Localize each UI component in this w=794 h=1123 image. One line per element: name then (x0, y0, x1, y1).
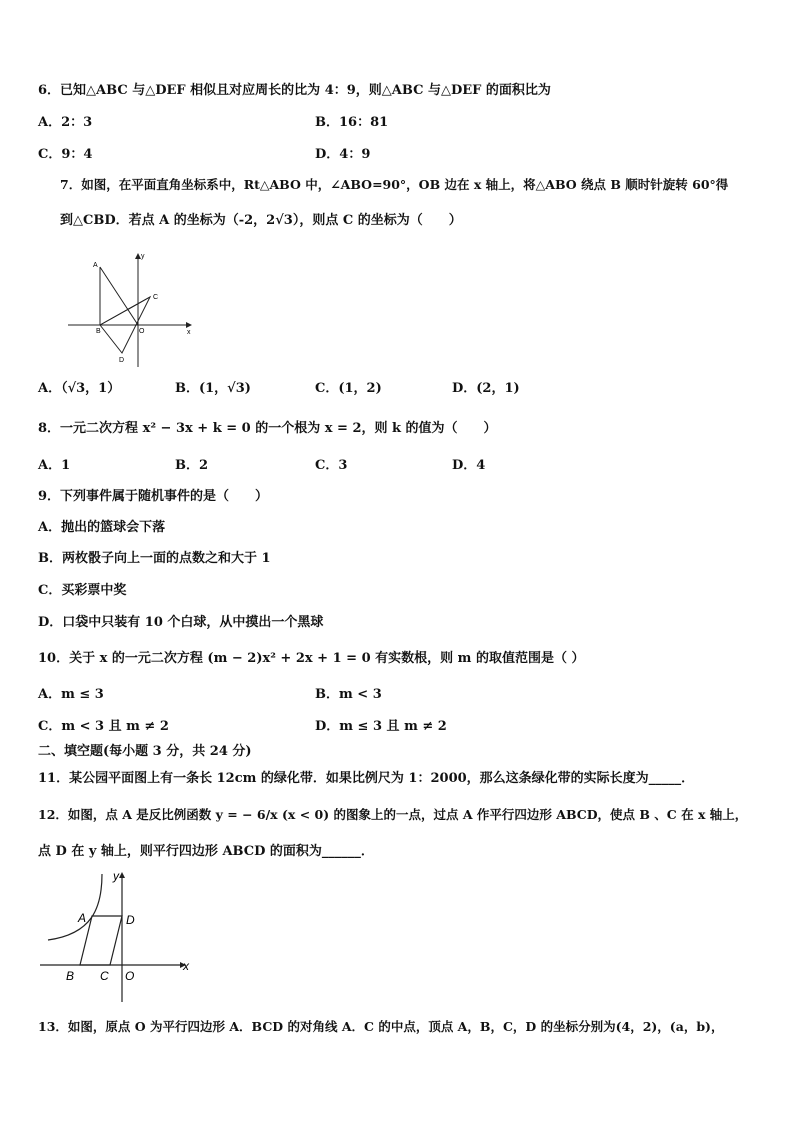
q10-option-a: A．m ≤ 3 (38, 687, 104, 702)
q12-label-c: C (100, 969, 109, 983)
q13-stem: 13．如图，原点 O 为平行四边形 A．BCD 的对角线 A．C 的中点，顶点 A，B，C，D 的坐标分别为(4，2)，(a，b)， (38, 1019, 724, 1034)
q6-option-d: D．4：9 (315, 147, 371, 162)
q7-option-a: A．（√3，1） (38, 381, 121, 396)
q12-stem-line2: 点 D 在 y 轴上，则平行四边形 ABCD 的面积为______． (38, 844, 374, 859)
q7-label-y: y (141, 253, 145, 260)
q7-stem-line1: 7．如图，在平面直角坐标系中，Rt△ABO 中，∠ABO=90°，OB 边在 x 轴上，将△ABO 绕点 B 顺时针旋转 60°得 (60, 177, 729, 192)
q6-stem: 6．已知△ABC 与△DEF 相似且对应周长的比为 4：9，则△ABC 与△DEF 的面积比为 (38, 83, 551, 98)
q7-label-c: C (153, 294, 159, 301)
q10-option-d: D．m ≤ 3 且 m ≠ 2 (315, 719, 447, 734)
q8-stem: 8．一元二次方程 x² − 3x + k = 0 的一个根为 x = 2，则 k 的值为（ ） (38, 421, 497, 436)
q7-x-arrow-icon (186, 322, 192, 328)
q11-stem: 11．某公园平面图上有一条长 12cm 的绿化带．如果比例尺为 1：2000，那么这条绿化带的实际长度为_____． (38, 771, 695, 786)
q7-figure (60, 245, 200, 370)
q12-label-o: O (125, 969, 135, 983)
q12-label-b: B (66, 969, 75, 983)
q8-option-a: A．1 (38, 458, 71, 473)
q7-label-o: O (139, 328, 145, 335)
q7-triangle-abo (100, 267, 138, 325)
q6-option-a: A．2：3 (38, 115, 93, 130)
q9-option-d: D．口袋中只装有 10 个白球，从中摸出一个黑球 (38, 615, 324, 630)
q6-option-b: B．16：81 (315, 115, 389, 130)
q8-option-d: D．4 (452, 458, 486, 473)
q7-option-d: D．(2，1) (452, 381, 520, 396)
q9-option-b: B．两枚骰子向上一面的点数之和大于 1 (38, 551, 271, 566)
q9-option-c: C．买彩票中奖 (38, 583, 127, 598)
q10-option-b: B．m < 3 (315, 687, 382, 702)
q7-option-c: C．(1，2) (315, 381, 382, 396)
q12-y-arrow-icon (119, 872, 125, 878)
q7-stem-line2: 到△CBD．若点 A 的坐标为（-2，2√3），则点 C 的坐标为（ ） (60, 213, 462, 228)
q9-stem: 9．下列事件属于随机事件的是（ ） (38, 489, 269, 504)
q12-stem-line1: 12．如图，点 A 是反比例函数 y = − 6/x (x < 0) 的图象上的一点，过点 A 作平行四边形 ABCD，使点 B 、C 在 x 轴上， (38, 807, 748, 822)
q10-stem: 10．关于 x 的一元二次方程 (m − 2)x² + 2x + 1 = 0 有实数根，则 m 的取值范围是（ ） (38, 651, 585, 666)
q9-option-a: A．抛出的篮球会下落 (38, 520, 166, 535)
q7-label-a: A (93, 262, 98, 269)
q6-option-c: C．9：4 (38, 147, 93, 162)
q12-label-a: A (78, 911, 87, 925)
q8-option-c: C．3 (315, 458, 348, 473)
section-heading: 二、填空题(每小题 3 分，共 24 分) (38, 744, 252, 759)
q12-hyperbola-curve (48, 874, 102, 940)
q7-label-d: D (119, 357, 125, 364)
q7-label-x: x (187, 329, 191, 336)
q10-option-c: C．m < 3 且 m ≠ 2 (38, 719, 169, 734)
q7-option-b: B．(1，√3) (175, 381, 251, 396)
q8-option-b: B．2 (175, 458, 209, 473)
q12-label-y: y (113, 869, 119, 883)
q7-label-b: B (96, 328, 101, 335)
q12-label-d: D (126, 913, 135, 927)
q12-figure (36, 868, 196, 1008)
q12-label-x: x (183, 959, 189, 973)
